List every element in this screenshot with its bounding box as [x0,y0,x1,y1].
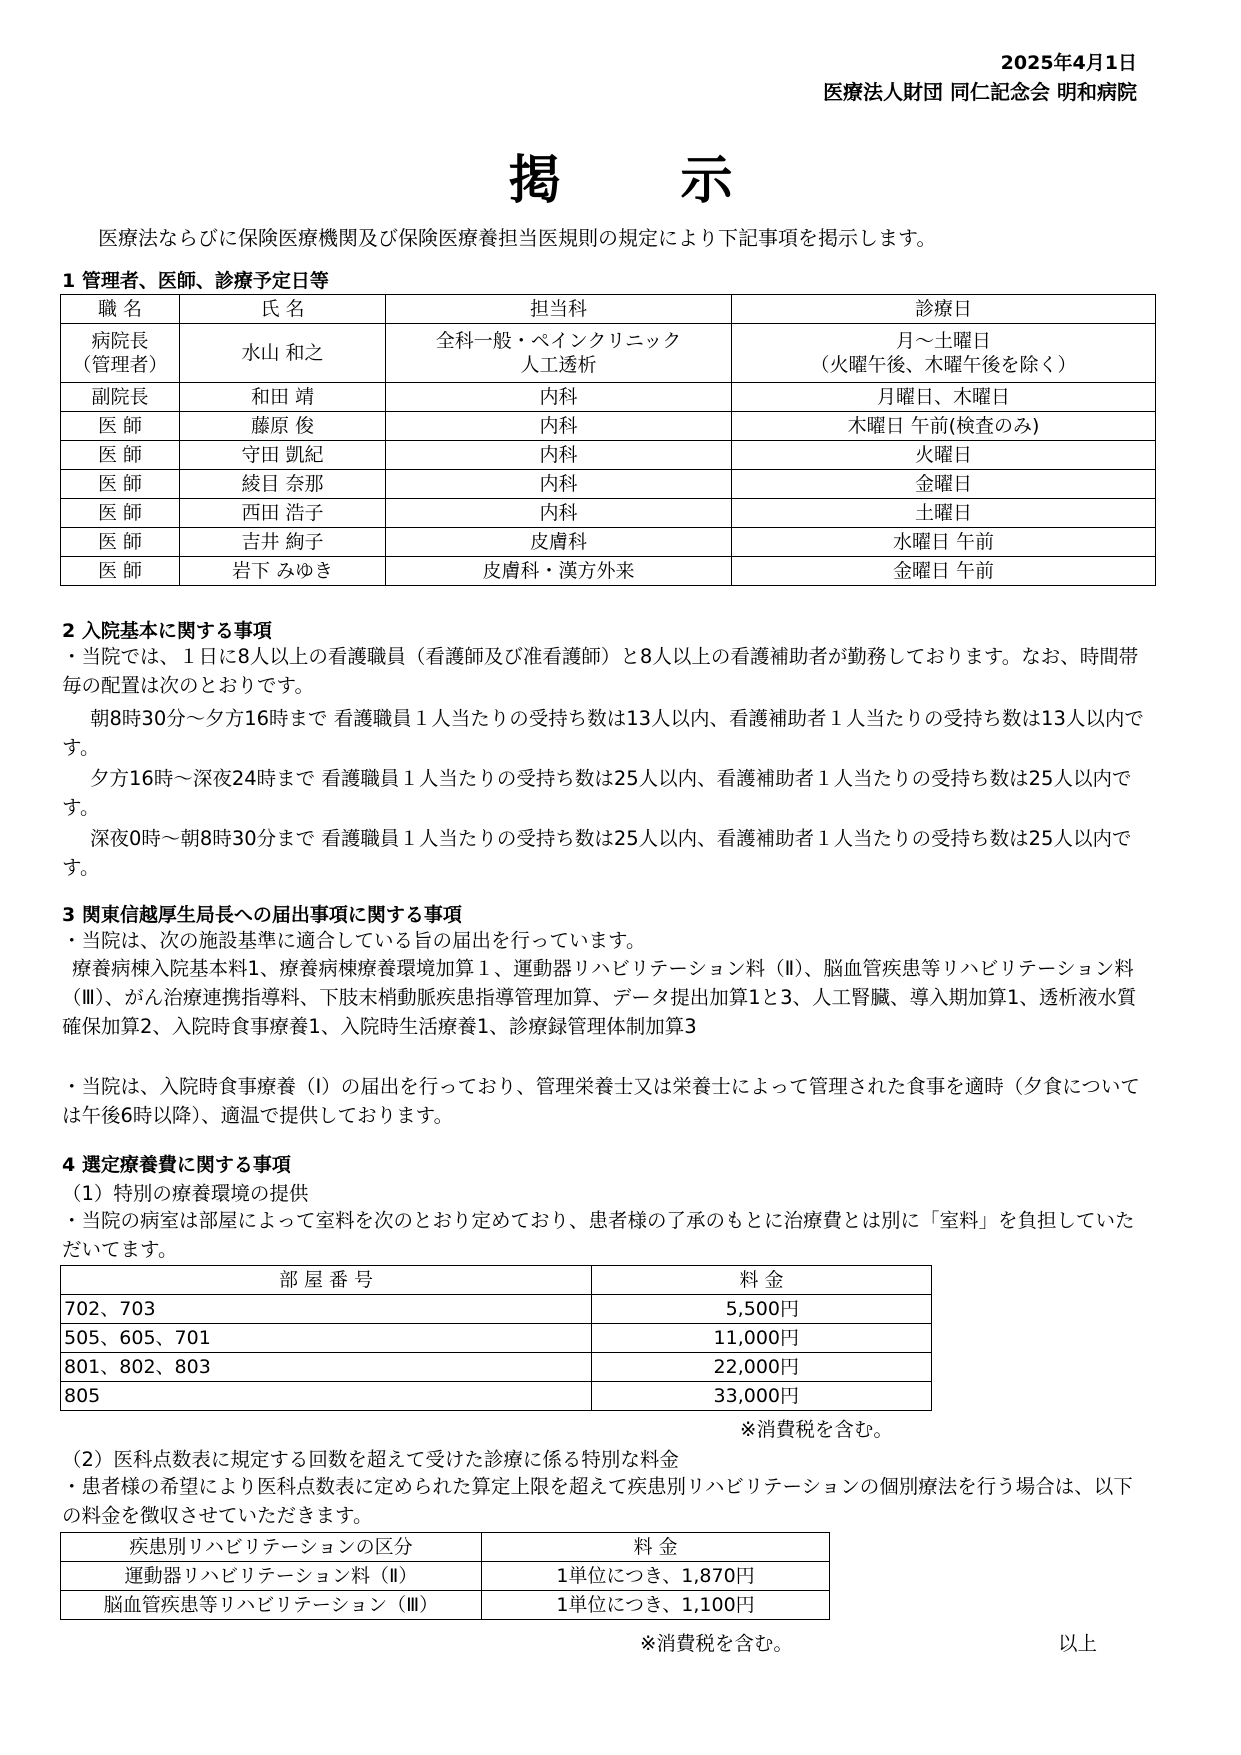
days-cell: 金曜日 午前 [732,557,1156,586]
days-cell [732,324,1156,383]
days-cell: 木曜日 午前(検査のみ) [732,412,1156,441]
section-4-heading: 4 選定療養費に関する事項 [62,1154,291,1176]
dept-cell: 内科 [386,441,732,470]
role-cell: 医 師 [61,412,180,441]
table-row [61,383,1156,412]
section-2-paragraph: 夕方16時～深夜24時まで 看護職員１人当たりの受持ち数は25人以内、看護補助者１人当たりの受持ち数は25人以内です。 [62,767,1132,819]
role-line: （管理者） [72,354,168,376]
title-char-2: 示 [680,151,733,211]
table-row [61,1591,830,1620]
role-cell: 医 師 [61,528,180,557]
table-header-row [61,1533,830,1562]
role-cell: 医 師 [61,441,180,470]
category-cell: 運動器リハビリテーション料（Ⅱ） [61,1562,482,1591]
role-cell: 副院長 [61,383,180,412]
col-name: 氏 名 [180,295,386,324]
dept-cell: 皮膚科 [386,528,732,557]
section-4-sub1: （1）特別の療養環境の提供 [62,1182,309,1205]
role-cell: 医 師 [61,470,180,499]
table-row [61,412,1156,441]
title-char-1: 掲 [508,151,561,211]
table-row [61,499,1156,528]
section-4-sub2-text: ・患者様の希望により医科点数表に定められた算定上限を超えて疾患別リハビリテーションの個別療法を行う場合は、以下の料金を徴収させていただきます。 [62,1475,1133,1527]
section-3-paragraph: 療養病棟入院基本料1、療養病棟療養環境加算１、運動器リハビリテーション料（Ⅱ）、脳血管疾患等リハビリテーション料（Ⅲ）、がん治療連携指導料、下肢末梢動脈疾患指導管理加算、データ提出加算1と3、人工腎臓、導入期加算1、透析液水質確保加算2、入院時食事療養1、入院時生活療養1、診療録管理体制加算3 [62,957,1137,1038]
name-cell: 綾目 奈那 [180,470,386,499]
fee-cell: 11,000円 [592,1324,932,1353]
dept-line: 人工透析 [520,354,597,376]
col-days: 診療日 [732,295,1156,324]
role-cell: 医 師 [61,557,180,586]
name-cell: 守田 凱紀 [180,441,386,470]
section-2-heading: 2 入院基本に関する事項 [62,620,272,642]
fee-cell: 1単位につき、1,870円 [482,1562,830,1591]
dept-cell: 皮膚科・漢方外来 [386,557,732,586]
dept-line: 全科一般・ペインクリニック [435,330,682,352]
category-cell: 脳血管疾患等リハビリテーション（Ⅲ） [61,1591,482,1620]
room-cell: 805 [61,1382,592,1411]
days-line: 月～土曜日 [895,330,991,352]
table-row [61,324,1156,383]
col-category: 疾患別リハビリテーションの区分 [61,1533,482,1562]
days-cell: 月曜日、木曜日 [732,383,1156,412]
days-line: （火曜午後、木曜午後を除く） [810,354,1077,376]
section-2-paragraph: 朝8時30分～夕方16時まで 看護職員１人当たりの受持ち数は13人以内、看護補助者１人当たりの受持ち数は13人以内です。 [62,707,1144,759]
name-cell: 水山 和之 [180,324,386,383]
posting-date: 2025年4月1日 [1000,52,1137,74]
page-title [0,138,1241,213]
dept-cell: 内科 [386,470,732,499]
table-row [61,557,1156,586]
tax-note: ※消費税を含む。 [640,1632,793,1655]
section-4-sub1-text: ・当院の病室は部屋によって室料を次のとおり定めており、患者様の了承のもとに治療費とは別に「室料」を負担していただいてます。 [62,1209,1135,1261]
table-row [61,1353,932,1382]
rehab-fee-table [60,1532,830,1620]
dept-cell: 内科 [386,383,732,412]
section-4-sub2: （2）医科点数表に規定する回数を超えて受けた診療に係る特別な料金 [62,1448,679,1471]
table-row [61,1295,932,1324]
name-cell: 岩下 みゆき [180,557,386,586]
room-fee-table [60,1265,932,1411]
col-room: 部 屋 番 号 [61,1266,592,1295]
intro-text: 医療法ならびに保険医療機関及び保険医療養担当医規則の規定により下記事項を掲示します。 [98,226,937,250]
table-row [61,528,1156,557]
col-fee: 料 金 [482,1533,830,1562]
section-3-paragraph: ・当院は、入院時食事療養（Ⅰ）の届出を行っており、管理栄養士又は栄養士によって管理された食事を適時（夕食については午後6時以降）、適温で提供しております。 [62,1075,1140,1127]
fee-cell: 22,000円 [592,1353,932,1382]
room-cell: 801、802、803 [61,1353,592,1382]
name-cell: 吉井 絢子 [180,528,386,557]
section-2-paragraph: 深夜0時～朝8時30分まで 看護職員１人当たりの受持ち数は25人以内、看護補助者１人当たりの受持ち数は25人以内です。 [62,827,1132,879]
col-dept: 担当科 [386,295,732,324]
staff-table [60,294,1156,586]
name-cell: 西田 浩子 [180,499,386,528]
days-cell: 水曜日 午前 [732,528,1156,557]
tax-note: ※消費税を含む。 [740,1418,893,1441]
dept-cell: 内科 [386,499,732,528]
section-1-heading: 1 管理者、医師、診療予定日等 [62,270,329,292]
col-fee: 料 金 [592,1266,932,1295]
table-header-row [61,1266,932,1295]
dept-cell: 内科 [386,412,732,441]
fee-cell: 5,500円 [592,1295,932,1324]
section-2-paragraph: ・当院では、１日に8人以上の看護職員（看護師及び准看護師）と8人以上の看護補助者が勤務しております。なお、時間帯毎の配置は次のとおりです。 [62,645,1139,697]
role-line: 病院長 [91,330,149,352]
section-3-paragraph: ・当院は、次の施設基準に適合している旨の届出を行っています。 [62,929,646,952]
days-cell: 土曜日 [732,499,1156,528]
fee-cell: 33,000円 [592,1382,932,1411]
room-cell: 505、605、701 [61,1324,592,1353]
name-cell: 和田 靖 [180,383,386,412]
table-row [61,1324,932,1353]
name-cell: 藤原 俊 [180,412,386,441]
col-role: 職 名 [61,295,180,324]
table-row [61,1562,830,1591]
closing-text: 以上 [1058,1632,1098,1655]
table-row [61,441,1156,470]
days-cell: 金曜日 [732,470,1156,499]
role-cell [61,324,180,383]
role-cell: 医 師 [61,499,180,528]
dept-cell [386,324,732,383]
table-row [61,1382,932,1411]
section-3-heading: 3 関東信越厚生局長への届出事項に関する事項 [62,904,462,926]
table-header-row [61,295,1156,324]
table-row [61,470,1156,499]
room-cell: 702、703 [61,1295,592,1324]
days-cell: 火曜日 [732,441,1156,470]
fee-cell: 1単位につき、1,100円 [482,1591,830,1620]
organization-name: 医療法人財団 同仁記念会 明和病院 [823,80,1137,104]
